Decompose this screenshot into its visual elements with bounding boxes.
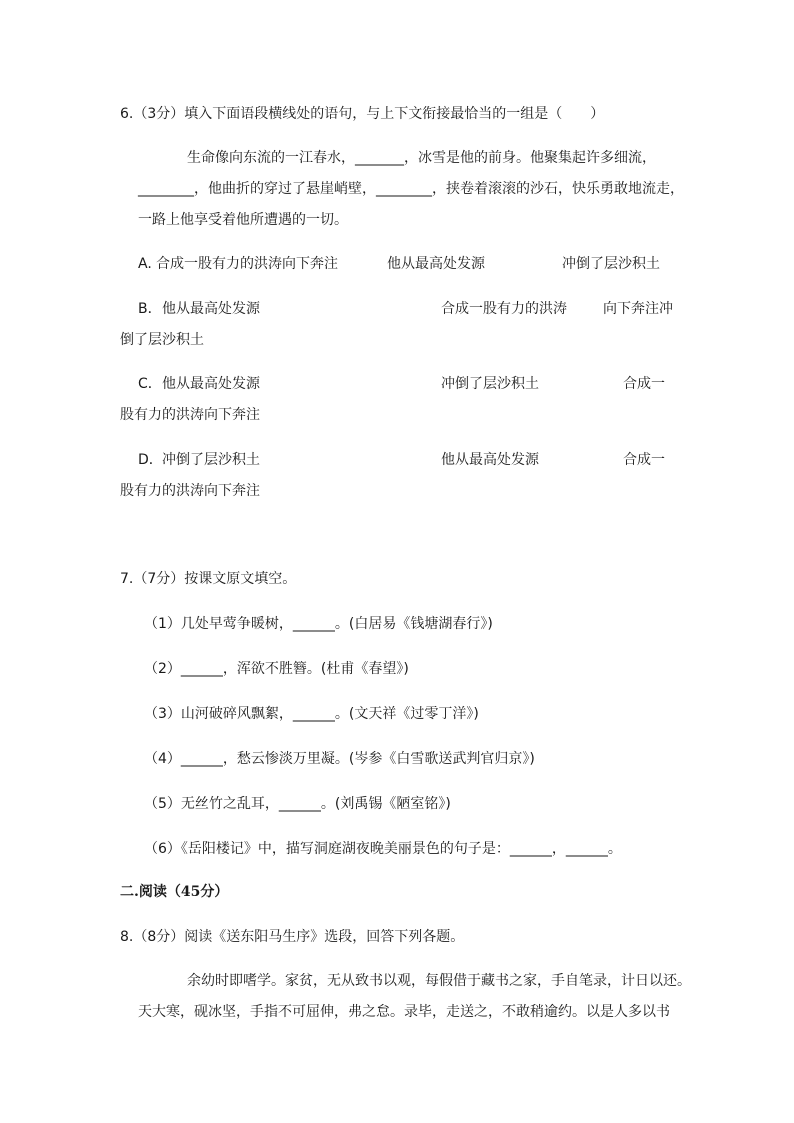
q7-stem: 7.（7分）按课文原文填空。 <box>120 571 297 587</box>
q7-item: （1）几处早莺争暖树，______。(白居易《钱塘湖春行》) <box>144 616 493 632</box>
q7-item: （2）______，浑欲不胜簪。(杜甫《春望》) <box>144 661 409 677</box>
q6-passage-line: ________，他曲折的穿过了悬崖峭壁，________，挟卷着滚滚的沙石，快乐勇敢地流走， <box>138 181 684 197</box>
q6-option-c-part1: 他从最高处发源 <box>162 376 260 392</box>
q6-stem: 6.（3分）填入下面语段横线处的语句，与上下文衔接最恰当的一组是（ ） <box>120 106 605 122</box>
q6-option-b-part2: 合成一股有力的洪涛 <box>441 301 567 317</box>
q6-option-b-part3: 向下奔注冲 <box>603 301 673 317</box>
q8-passage-line: 天大寒，砚冰坚，手指不可屈伸，弗之怠。录毕，走送之，不敢稍逾约。以是人多以书 <box>138 1004 670 1020</box>
q6-option-c-label: C． <box>138 376 162 392</box>
q6-option-b-continuation: 倒了层沙积土 <box>120 332 204 348</box>
q8-stem: 8.（8分）阅读《送东阳马生序》选段，回答下列各题。 <box>120 929 465 945</box>
q6-option-a-part2: 他从最高处发源 <box>387 256 485 272</box>
q6-option-c-continuation: 股有力的洪涛向下奔注 <box>120 407 260 423</box>
q8-passage-line: 余幼时即嗜学。家贫，无从致书以观，每假借于藏书之家，手自笔录，计日以还。 <box>187 973 691 989</box>
q6-option-d-part1: 冲倒了层沙积土 <box>162 452 260 468</box>
q6-option-d-label: D． <box>138 452 163 468</box>
q7-item: （6）《岳阳楼记》中，描写洞庭湖夜晚美丽景色的句子是：______，______。 <box>144 841 622 857</box>
q6-passage-line: 一路上他享受着他所遭遇的一切。 <box>138 212 348 228</box>
q7-item: （5）无丝竹之乱耳，______。(刘禹锡《陋室铭》) <box>144 796 451 812</box>
q6-option-b-part1: 他从最高处发源 <box>162 301 260 317</box>
q6-option-a-part3: 冲倒了层沙积土 <box>562 256 660 272</box>
q6-option-c-part2: 冲倒了层沙积土 <box>441 376 539 392</box>
q6-passage-line: 生命像向东流的一江春水，_______，冰雪是他的前身。他聚集起许多细流， <box>187 150 656 166</box>
q6-option-a-label: A. <box>138 256 152 272</box>
q6-option-d-part2: 他从最高处发源 <box>441 452 539 468</box>
q6-option-a-part1: 合成一股有力的洪涛向下奔注 <box>156 256 338 272</box>
q6-option-d-part3: 合成一 <box>623 452 665 468</box>
q7-item: （3）山河破碎风飘絮，______。(文天祥《过零丁洋》) <box>144 706 479 722</box>
section-heading-reading: 二.阅读（45分） <box>120 884 229 900</box>
q7-item: （4）______，愁云惨淡万里凝。(岑参《白雪歌送武判官归京》) <box>144 751 535 767</box>
q6-option-b-label: B． <box>138 301 162 317</box>
q6-option-c-part3: 合成一 <box>623 376 665 392</box>
q6-option-d-continuation: 股有力的洪涛向下奔注 <box>120 483 260 499</box>
